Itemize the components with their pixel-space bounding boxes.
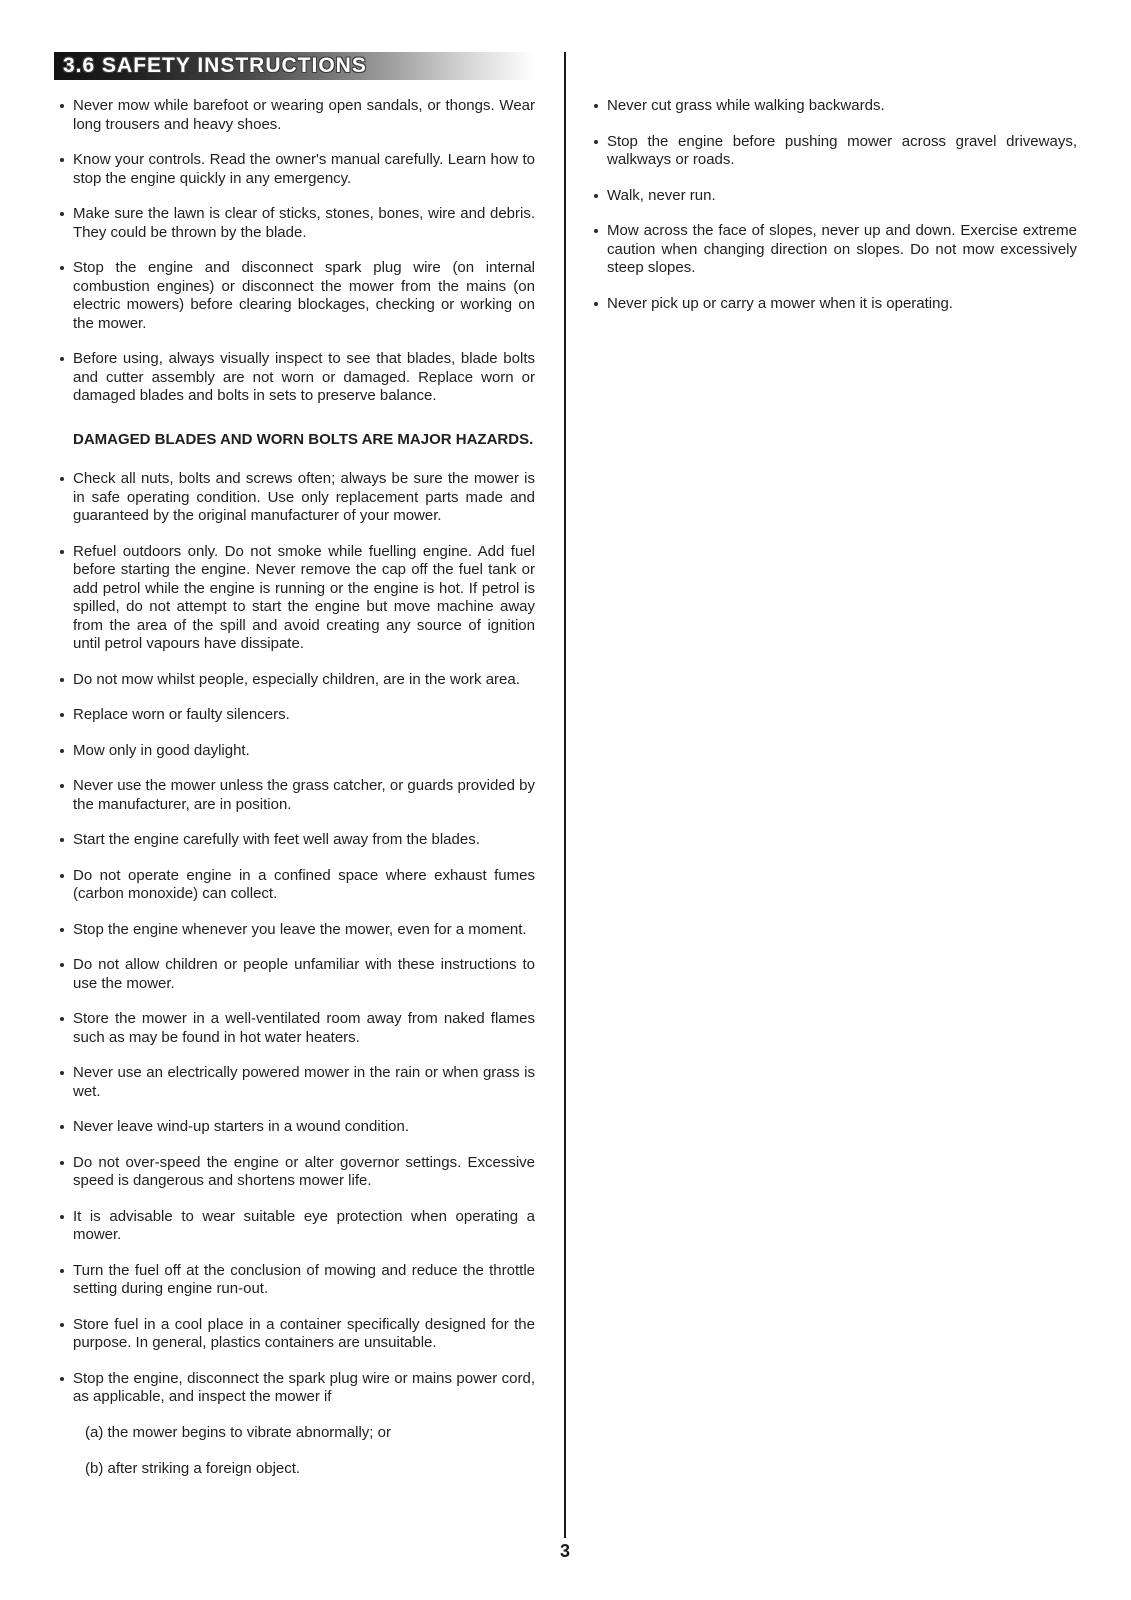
page-number: 3 (559, 1541, 570, 1561)
list-item-text: Turn the fuel off at the conclusion of mowing and reduce the throttle setting during engine run-out. (73, 1261, 535, 1297)
list-item-text: Walk, never run. (607, 186, 716, 204)
list-item (588, 295, 1077, 314)
bullet-icon (60, 1215, 64, 1219)
bullet-icon (60, 158, 64, 162)
list-item-text: Never pick up or carry a mower when it is operating. (607, 294, 953, 312)
list-item (54, 1262, 535, 1299)
list-item-text: Do not operate engine in a confined space where exhaust fumes (carbon monoxide) can collect. (73, 866, 535, 902)
bullet-icon (60, 357, 64, 361)
list-item (54, 831, 535, 850)
bullet-icon (60, 928, 64, 932)
bullet-icon (60, 1017, 64, 1021)
bullet-icon (60, 550, 64, 554)
subheading-text: DAMAGED BLADES AND WORN BOLTS ARE MAJOR HAZARDS. (73, 430, 534, 448)
list-item-text: Before using, always visually inspect to see that blades, blade bolts and cutter assembly are not worn or damaged. Replace worn or damaged blades and bolts in sets to preserve balance. (73, 350, 535, 404)
list-item-text: Stop the engine whenever you leave the mower, even for a moment. (73, 920, 527, 938)
list-item-text: Refuel outdoors only. Do not smoke while fuelling engine. Add fuel before starting the engine. Never remove the cap off the fuel tank or add petrol while the engine is running or the engine is hot. If petrol is spilled, do not attempt to start the engine but move machine away from the area of the spill and avoid creating any source of ignition until petrol vapours have dissipate. (73, 542, 535, 652)
list-item-text: Stop the engine and disconnect spark plug wire (on internal combustion engines) or disconnect the mower from the mains (on electric mowers) before clearing blockages, checking or working on the mower. (73, 259, 535, 332)
list-item (588, 187, 1077, 206)
sub-list-item (85, 1460, 535, 1479)
section-subheading (54, 431, 535, 450)
list-item (54, 742, 535, 761)
list-item-text: Do not allow children or people unfamiliar with these instructions to use the mower. (73, 956, 535, 992)
list-item-text: Never leave wind-up starters in a wound condition. (73, 1118, 410, 1135)
bullet-icon (594, 229, 598, 233)
list-item (588, 133, 1077, 170)
list-item-text: Mow across the face of slopes, never up and down. Exercise extreme caution when changing direction on slopes. Do not mow excessively steep slopes. (607, 222, 1077, 276)
bullet-icon (594, 302, 598, 306)
right-column (588, 97, 1077, 330)
bullet-icon (60, 1269, 64, 1273)
bullet-icon (60, 104, 64, 108)
list-item (54, 1208, 535, 1245)
list-item (54, 470, 535, 526)
list-item-text: Never cut grass while walking backwards. (607, 97, 885, 114)
list-item (54, 671, 535, 690)
list-item (54, 1118, 535, 1137)
bullet-icon (60, 784, 64, 788)
bullet-icon (60, 838, 64, 842)
list-item (54, 543, 535, 654)
bullet-icon (594, 140, 598, 144)
section-header-bar (54, 52, 535, 80)
list-item-text: Start the engine carefully with feet well away from the blades. (73, 831, 480, 848)
list-item-text: Store fuel in a cool place in a container specifically designed for the purpose. In general, plastics containers are unsuitable. (73, 1315, 535, 1351)
list-item (54, 1064, 535, 1101)
sub-list-item-text: (b) after striking a foreign object. (85, 1460, 301, 1477)
list-item-text: Do not over-speed the engine or alter governor settings. Excessive speed is dangerous and shortens mower life. (73, 1153, 535, 1189)
list-item (54, 956, 535, 993)
list-item-text: Mow only in good daylight. (73, 741, 250, 759)
list-item (54, 259, 535, 333)
bullet-icon (60, 678, 64, 682)
bullet-icon (60, 1161, 64, 1165)
list-item-text: Store the mower in a well-ventilated room away from naked flames such as may be found in hot water heaters. (73, 1010, 535, 1046)
bullet-icon (60, 963, 64, 967)
bullet-icon (60, 266, 64, 270)
list-item-text: Check all nuts, bolts and screws often; always be sure the mower is in safe operating condition. Use only replacement parts made and guaranteed by the original manufacturer of your mower. (73, 470, 535, 524)
list-item (54, 205, 535, 242)
bullet-icon (60, 212, 64, 216)
list-item (54, 97, 535, 134)
list-item (54, 1010, 535, 1047)
list-item (54, 350, 535, 406)
list-item (54, 706, 535, 725)
sub-list-item (85, 1424, 535, 1443)
list-item (54, 151, 535, 188)
bullet-icon (60, 874, 64, 878)
bullet-icon (60, 713, 64, 717)
list-item-text: Stop the engine before pushing mower across gravel driveways, walkways or roads. (607, 132, 1077, 168)
list-item-text: Never mow while barefoot or wearing open sandals, or thongs. Wear long trousers and heavy shoes. (73, 97, 535, 133)
list-item (54, 777, 535, 814)
list-item (54, 921, 535, 940)
bullet-icon (594, 194, 598, 198)
bullet-icon (60, 749, 64, 753)
left-column (54, 97, 535, 1497)
list-item (588, 222, 1077, 278)
list-item-text: Never use an electrically powered mower in the rain or when grass is wet. (73, 1064, 535, 1100)
list-item (588, 97, 1077, 116)
list-item (54, 1154, 535, 1191)
list-item-text: Know your controls. Read the owner's manual carefully. Learn how to stop the engine quickly in any emergency. (73, 151, 535, 187)
list-item (54, 867, 535, 904)
section-title: 3.6 SAFETY INSTRUCTIONS (63, 54, 367, 77)
list-item-text: It is advisable to wear suitable eye protection when operating a mower. (73, 1207, 535, 1243)
bullet-icon (60, 1323, 64, 1327)
column-divider (564, 52, 566, 1538)
bullet-icon (60, 1071, 64, 1075)
list-item (54, 1316, 535, 1353)
list-item (54, 1370, 535, 1407)
bullet-icon (60, 1125, 64, 1129)
list-item-text: Make sure the lawn is clear of sticks, stones, bones, wire and debris. They could be thrown by the blade. (73, 205, 535, 241)
list-item-text: Stop the engine, disconnect the spark plug wire or mains power cord, as applicable, and inspect the mower if (73, 1369, 535, 1405)
list-item-text: Never use the mower unless the grass catcher, or guards provided by the manufacturer, are in position. (73, 777, 535, 813)
bullet-icon (60, 1377, 64, 1381)
bullet-icon (594, 104, 598, 108)
list-item-text: Do not mow whilst people, especially children, are in the work area. (73, 670, 520, 688)
bullet-icon (60, 477, 64, 481)
sub-list-item-text: (a) the mower begins to vibrate abnormally; or (85, 1423, 391, 1441)
list-item-text: Replace worn or faulty silencers. (73, 706, 290, 723)
